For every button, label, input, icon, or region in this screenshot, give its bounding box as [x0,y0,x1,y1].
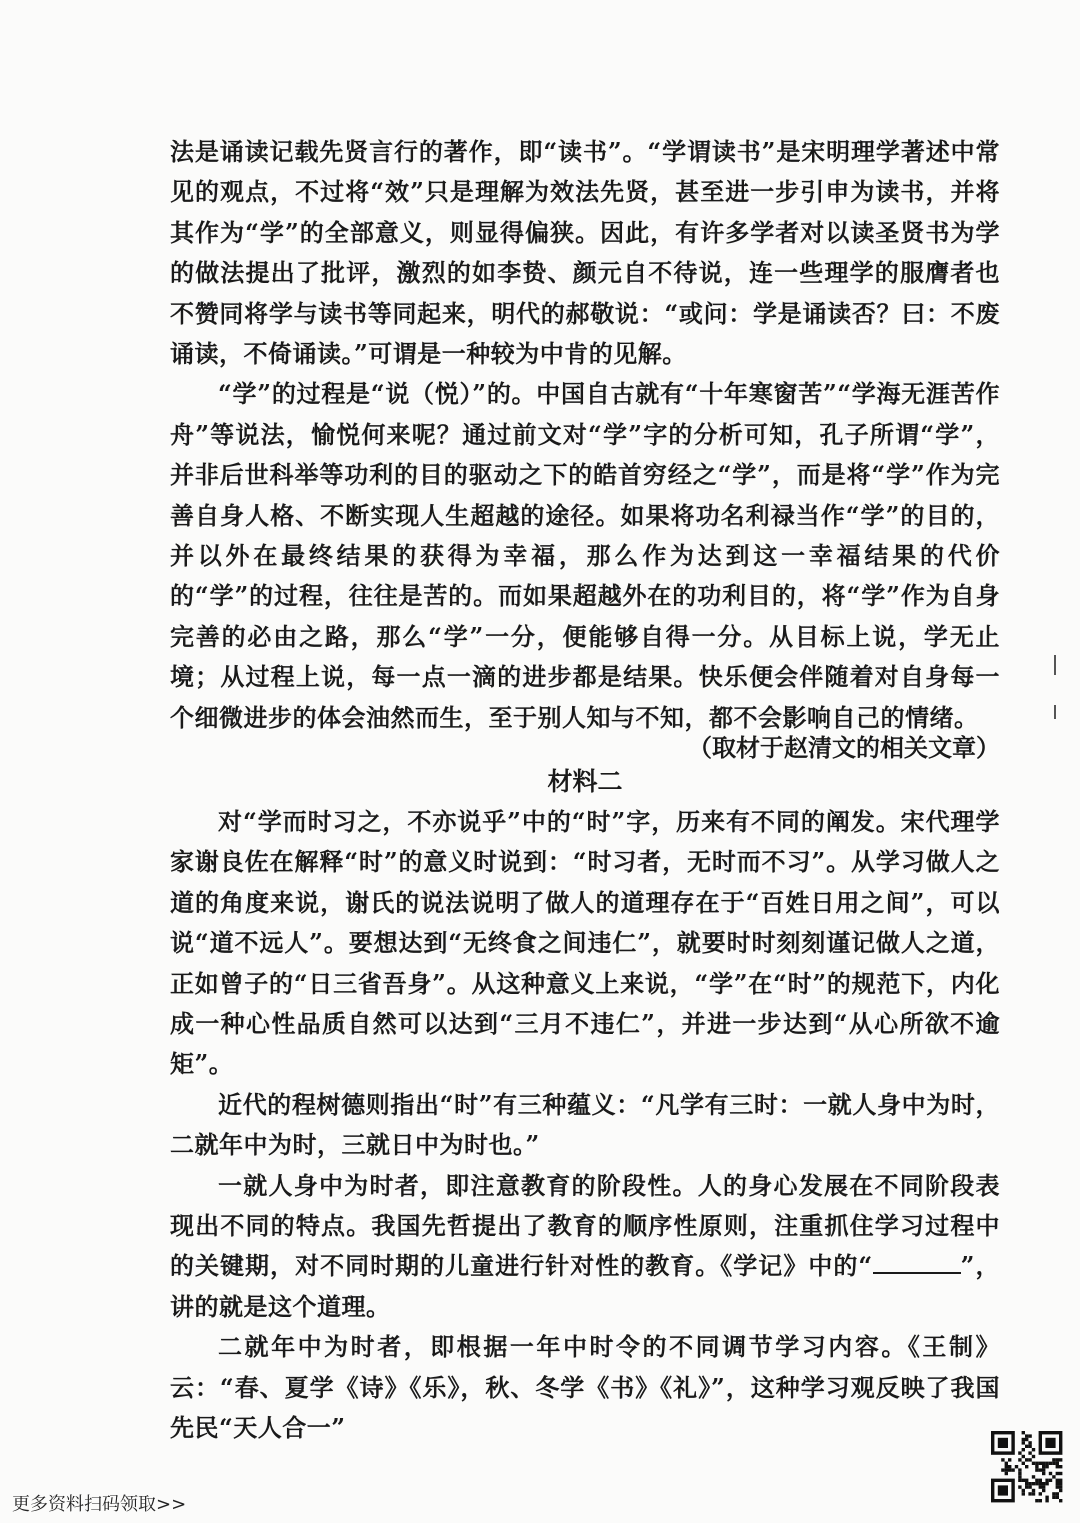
scan-mark [1054,705,1056,719]
material-one-source: （取材于赵清文的相关文章） [688,733,1000,762]
material-two-paragraph-1: 对“学而时习之，不亦说乎”中的“时”字，历来有不同的阐发。宋代理学家谢良佐在解释“时”的意义时说到：“时习者，无时而不习”。从学习做人之道的角度来说，谢氏的说法说明了做人的道理存在于“百姓日用之间”，可以说“道不远人”。要想达到“无终食之间违仁”，就要时时刻刻谨记做人之道，正如曾子的“日三省吾身”。从这种意义上来说，“学”在“时”的规范下，内化成一种心性品质自然可以达到“三月不违仁”，并进一步达到“从心所欲不逾矩”。 [170,807,1000,1079]
material-two-paragraph-2: 近代的程树德则指出“时”有三种蕴义：“凡学有三时：一就人身中为时，二就年中为时，三就日中为时也。” [170,1089,1000,1160]
paragraph-3-before-blank: 一就人身中为时者，即注意教育的阶段性。人的身心发展在不同阶段表现出不同的特点。我国先哲提出了教育的顺序性原则，注重抓住学习过程中的关键期，对不同时期的儿童进行针对性的教育。《学记》中的“ [170,1170,1000,1281]
material-two-body [170,802,1000,1449]
paragraph-3-after-blank: ”，讲的就是这个道理。 [170,1251,1000,1321]
material-one-paragraph-2: “学”的过程是“说（悦）”的。中国自古就有“十年寒窗苦”“学海无涯苦作舟”等说法，愉悦何来呢？通过前文对“学”字的分析可知，孔子所谓“学”，并非后世科举等功利的目的驱动之下的皓首穷经之“学”，而是将“学”作为完善自身人格、不断实现人生超越的途径。如果将功名利禄当作“学”的目的，并以外在最终结果的获得为幸福，那么作为达到这一幸福结果的代价的“学”的过程，往往是苦的。而如果超越外在的功利目的，将“学”作为自身完善的必由之路，那么“学”一分，便能够自得一分。从目标上说，学无止境；从过程上说，每一点一滴的进步都是结果。快乐便会伴随着对自身每一个细微进步的体会油然而生，至于别人知与不知，都不会影响自己的情绪。 [170,379,1000,732]
scan-mark [1054,655,1056,675]
qr-code-icon[interactable] [990,1425,1064,1509]
material-two-paragraph-3 [170,1166,1000,1328]
fill-in-blank[interactable] [873,1250,961,1274]
material-one-body [170,132,1000,738]
material-two-paragraph-4: 二就年中为时者，即根据一年中时令的不同调节学习内容。《王制》云：“春、夏学《诗》《乐》，秋、冬学《书》《礼》”，这种学习观反映了我国先民“天人合一” [170,1332,1000,1443]
footer-more-resources-link[interactable]: 更多资料扫码领取>> [12,1494,187,1515]
material-two-heading: 材料二 [547,767,623,796]
material-one-paragraph-1: 法是诵读记载先贤言行的著作，即“读书”。“学谓读书”是宋明理学著述中常见的观点，不过将“效”只是理解为效法先贤，甚至进一步引申为读书，并将其作为“学”的全部意义，则显得偏狭。因此，有许多学者对以读圣贤书为学的做法提出了批评，激烈的如李贽、颜元自不待说，连一些理学的服膺者也不赞同将学与读书等同起来，明代的郝敬说：“或问：学是诵读否？曰：不废诵读，不倚诵读。”可谓是一种较为中肯的见解。 [170,137,1000,369]
